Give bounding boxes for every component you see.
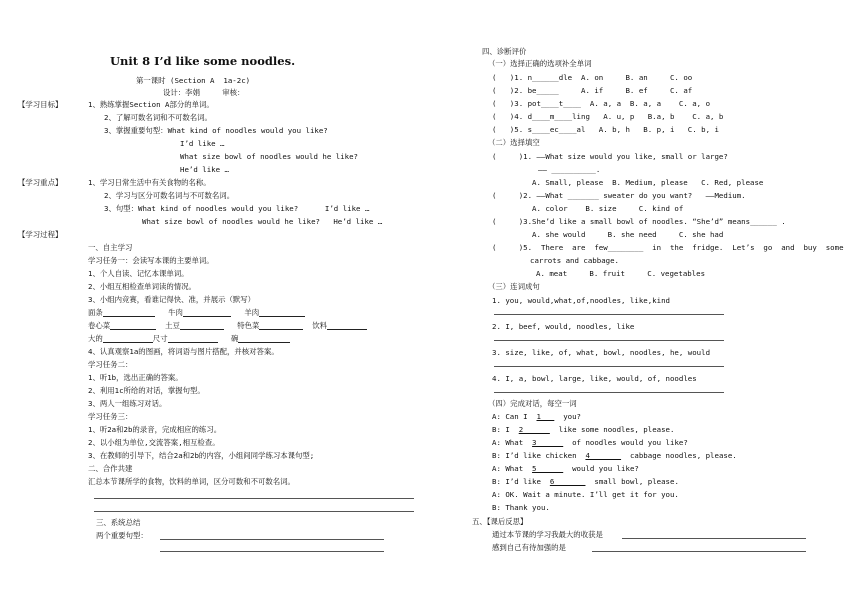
- question-line: ( )3.She’d like a small bowl of noodles. “She’d” means______ .: [492, 217, 786, 226]
- goal-line: He’d like …: [180, 165, 229, 174]
- process-line: 2、以小组为单位,交流答案,相互检查。: [88, 438, 220, 447]
- dialog-text: A: What: [492, 438, 533, 447]
- question-line: carrots and cabbage.: [530, 256, 619, 265]
- vocab-label: 土豆: [165, 321, 180, 330]
- vocab-label: 面条: [88, 308, 103, 317]
- vocab-label: 大的: [88, 334, 103, 343]
- scramble-line: 1. you, would,what,of,noodles, like,kind: [492, 296, 670, 305]
- dialog-blank[interactable]: 6: [549, 477, 586, 486]
- vocab-label: 牛肉: [168, 308, 183, 317]
- process-line: 学习任务二：: [88, 360, 133, 369]
- dialog-text: would you like?: [563, 464, 639, 473]
- question-line: ( )1. n______dle A. on B. an C. oo: [492, 73, 693, 82]
- process-line: 3、小组内竞赛，看谁记得快、准，并展示（默写）: [88, 295, 256, 304]
- answer-line[interactable]: [494, 314, 724, 315]
- process-line: 一、自主学习: [88, 243, 133, 252]
- option-line: A. she would B. she need C. she had: [532, 230, 724, 239]
- section-heading: （三）连词成句: [488, 282, 540, 291]
- goal-line: What size bowl of noodles would he like?: [180, 152, 358, 161]
- section-heading: （一）选择正确的选项补全单词: [488, 59, 592, 68]
- vocab-row: [88, 321, 367, 331]
- vocab-blank[interactable]: [110, 321, 156, 330]
- dialog-line: [492, 425, 674, 435]
- reflect-line: 感到自己有待加强的是: [492, 543, 566, 552]
- dialog-text: of noodles would you like?: [563, 438, 688, 447]
- question-line: ( )1. ——What size would you like, small or large?: [492, 152, 728, 161]
- goal-line: I’d like …: [180, 139, 225, 148]
- answer-line[interactable]: [494, 392, 724, 393]
- vocab-label: 饮料: [312, 321, 328, 330]
- process-heading: 【学习过程】: [18, 230, 63, 239]
- process-line: 二、合作共建: [88, 464, 133, 473]
- process-line: 学习任务三：: [88, 412, 133, 421]
- vocab-label: 特色菜: [237, 321, 260, 330]
- question-line: ( )5. There are few________ in the fridge. Let’s go and buy some: [492, 243, 844, 252]
- writing-line[interactable]: [94, 498, 414, 499]
- vocab-label: 羊肉: [244, 308, 260, 317]
- goal-line: 2、了解可数名词和不可数名词。: [104, 113, 212, 122]
- vocab-blank[interactable]: [238, 334, 290, 343]
- vocab-label: 卷心菜: [88, 321, 111, 330]
- writing-line[interactable]: [94, 511, 414, 512]
- writing-line[interactable]: [160, 551, 384, 552]
- option-line: A. meat B. fruit C. vegetables: [536, 269, 706, 278]
- dialog-line: [492, 438, 688, 448]
- dialog-text: B: I’d like chicken: [492, 451, 586, 460]
- reflect-heading: 五、【课后反思】: [472, 517, 528, 526]
- dialog-line: B: Thank you.: [492, 503, 550, 512]
- goal-line: 1、熟练掌握Section A部分的单词。: [88, 100, 214, 109]
- dialog-text: B: I’d like: [492, 477, 550, 486]
- vocab-blank[interactable]: [168, 334, 218, 343]
- section-heading: （四）完成对话，每空一词: [488, 399, 577, 408]
- process-line: 2、利用1c所给的对话，掌握句型。: [88, 386, 205, 395]
- scramble-line: 4. I, a, bowl, large, like, would, of, noodles: [492, 374, 697, 383]
- vocab-blank[interactable]: [103, 308, 155, 317]
- writing-line[interactable]: [592, 551, 806, 552]
- dialog-text: A: Can I: [492, 412, 537, 421]
- question-line: ( )2. ——What _______ sweater do you want? ——Medium.: [492, 191, 746, 200]
- answer-line[interactable]: [494, 340, 724, 341]
- key-line: What size bowl of noodles would he like? He’d like …: [142, 217, 383, 226]
- dialog-text: B: I: [492, 425, 519, 434]
- vocab-row: [88, 308, 305, 318]
- vocab-row: [88, 334, 290, 344]
- question-line: ( )4. d____m____ling A. u, p B.a, b C. a, b: [492, 112, 724, 121]
- section-heading: （二）选择填空: [488, 138, 540, 147]
- vocab-blank[interactable]: [183, 308, 231, 317]
- dialog-line: [492, 477, 679, 487]
- goal-line: 3、掌握重要句型：What kind of noodles would you like?: [104, 126, 328, 135]
- scramble-line: 2. I, beef, would, noodles, like: [492, 322, 635, 331]
- process-line: 汇总本节课所学的食物，饮料的单词，区分可数和不可数名词。: [88, 477, 295, 486]
- option-line: A. color B. size C. kind of: [532, 204, 684, 213]
- writing-line[interactable]: [622, 538, 806, 539]
- vocab-blank[interactable]: [180, 321, 224, 330]
- writing-line[interactable]: [160, 539, 384, 540]
- summary-label: 两个重要句型：: [96, 531, 148, 540]
- dialog-blank[interactable]: 2: [518, 425, 550, 434]
- vocab-blank[interactable]: [327, 321, 367, 330]
- dialog-blank[interactable]: 3: [532, 438, 564, 447]
- question-line: ( )2. be_____ A. if B. ef C. af: [492, 86, 693, 95]
- summary-heading: 三、系统总结: [96, 518, 141, 527]
- key-line: 3、句型：What kind of noodles would you like? I’d like …: [104, 204, 370, 213]
- dialog-line: [492, 412, 581, 422]
- process-line: 1、听1b，选出正确的答案。: [88, 373, 183, 382]
- question-line: ( )3. pot____t____ A. a, a B. a, a C. a, o: [492, 99, 711, 108]
- key-line: 1、学习日常生活中有关食物的名称。: [88, 178, 211, 187]
- key-line: 2、学习与区分可数名词与不可数名词。: [104, 191, 235, 200]
- dialog-blank[interactable]: 5: [532, 464, 564, 473]
- designer-line: 设计：李娟 审核：: [163, 88, 245, 97]
- dialog-line: A: OK. Wait a minute. I’ll get it for you.: [492, 490, 679, 499]
- dialog-text: like some noodles, please.: [549, 425, 675, 434]
- question-line: —— __________.: [538, 165, 601, 174]
- goals-heading: 【学习目标】: [18, 100, 63, 109]
- option-line: A. Small, please B. Medium, please C. Red, please: [532, 178, 764, 187]
- dialog-text: A: What: [492, 464, 533, 473]
- dialog-text: small bowl, please.: [585, 477, 679, 486]
- scramble-line: 3. size, like, of, what, bowl, noodles, he, would: [492, 348, 711, 357]
- dialog-blank[interactable]: 4: [585, 451, 622, 460]
- dialog-line: [492, 464, 639, 474]
- process-line: 1、个人自读、记忆本课单词。: [88, 269, 189, 278]
- dialog-text: you?: [554, 412, 582, 421]
- vocab-blank[interactable]: [103, 334, 153, 343]
- process-line: 1、听2a和2b的录音，完成相应的练习。: [88, 425, 222, 434]
- lesson-subtitle: 第一课时 (Section A 1a-2c): [136, 76, 251, 85]
- answer-line[interactable]: [494, 366, 724, 367]
- process-line: 3、在教师的引导下，结合2a和2b的内容，小组间同学练习本课句型;: [88, 451, 315, 460]
- vocab-blank[interactable]: [259, 308, 305, 317]
- vocab-label: 碗: [230, 334, 239, 343]
- dialog-text: cabbage noodles, please.: [621, 451, 737, 460]
- dialog-line: [492, 451, 737, 461]
- eval-heading: 四、诊断评价: [482, 47, 527, 56]
- process-line: 4、认真观察1a的图画，将词语与图片搭配，并核对答案。: [88, 347, 279, 356]
- reflect-line: 通过本节课的学习我最大的收获是: [492, 530, 603, 539]
- vocab-label: 尺寸: [152, 334, 168, 343]
- dialog-blank[interactable]: 1: [536, 412, 555, 421]
- vocab-blank[interactable]: [259, 321, 303, 330]
- key-heading: 【学习重点】: [18, 178, 63, 187]
- process-line: 2、小组互相检查单词读的情况。: [88, 282, 196, 291]
- process-line: 学习任务一：会读写本课的主要单词。: [88, 256, 214, 265]
- question-line: ( )5. s____ec____al A. b, h B. p, i C. b, i: [492, 125, 719, 134]
- page-title: Unit 8 I’d like some noodles.: [110, 54, 296, 68]
- process-line: 3、两人一组练习对话。: [88, 399, 167, 408]
